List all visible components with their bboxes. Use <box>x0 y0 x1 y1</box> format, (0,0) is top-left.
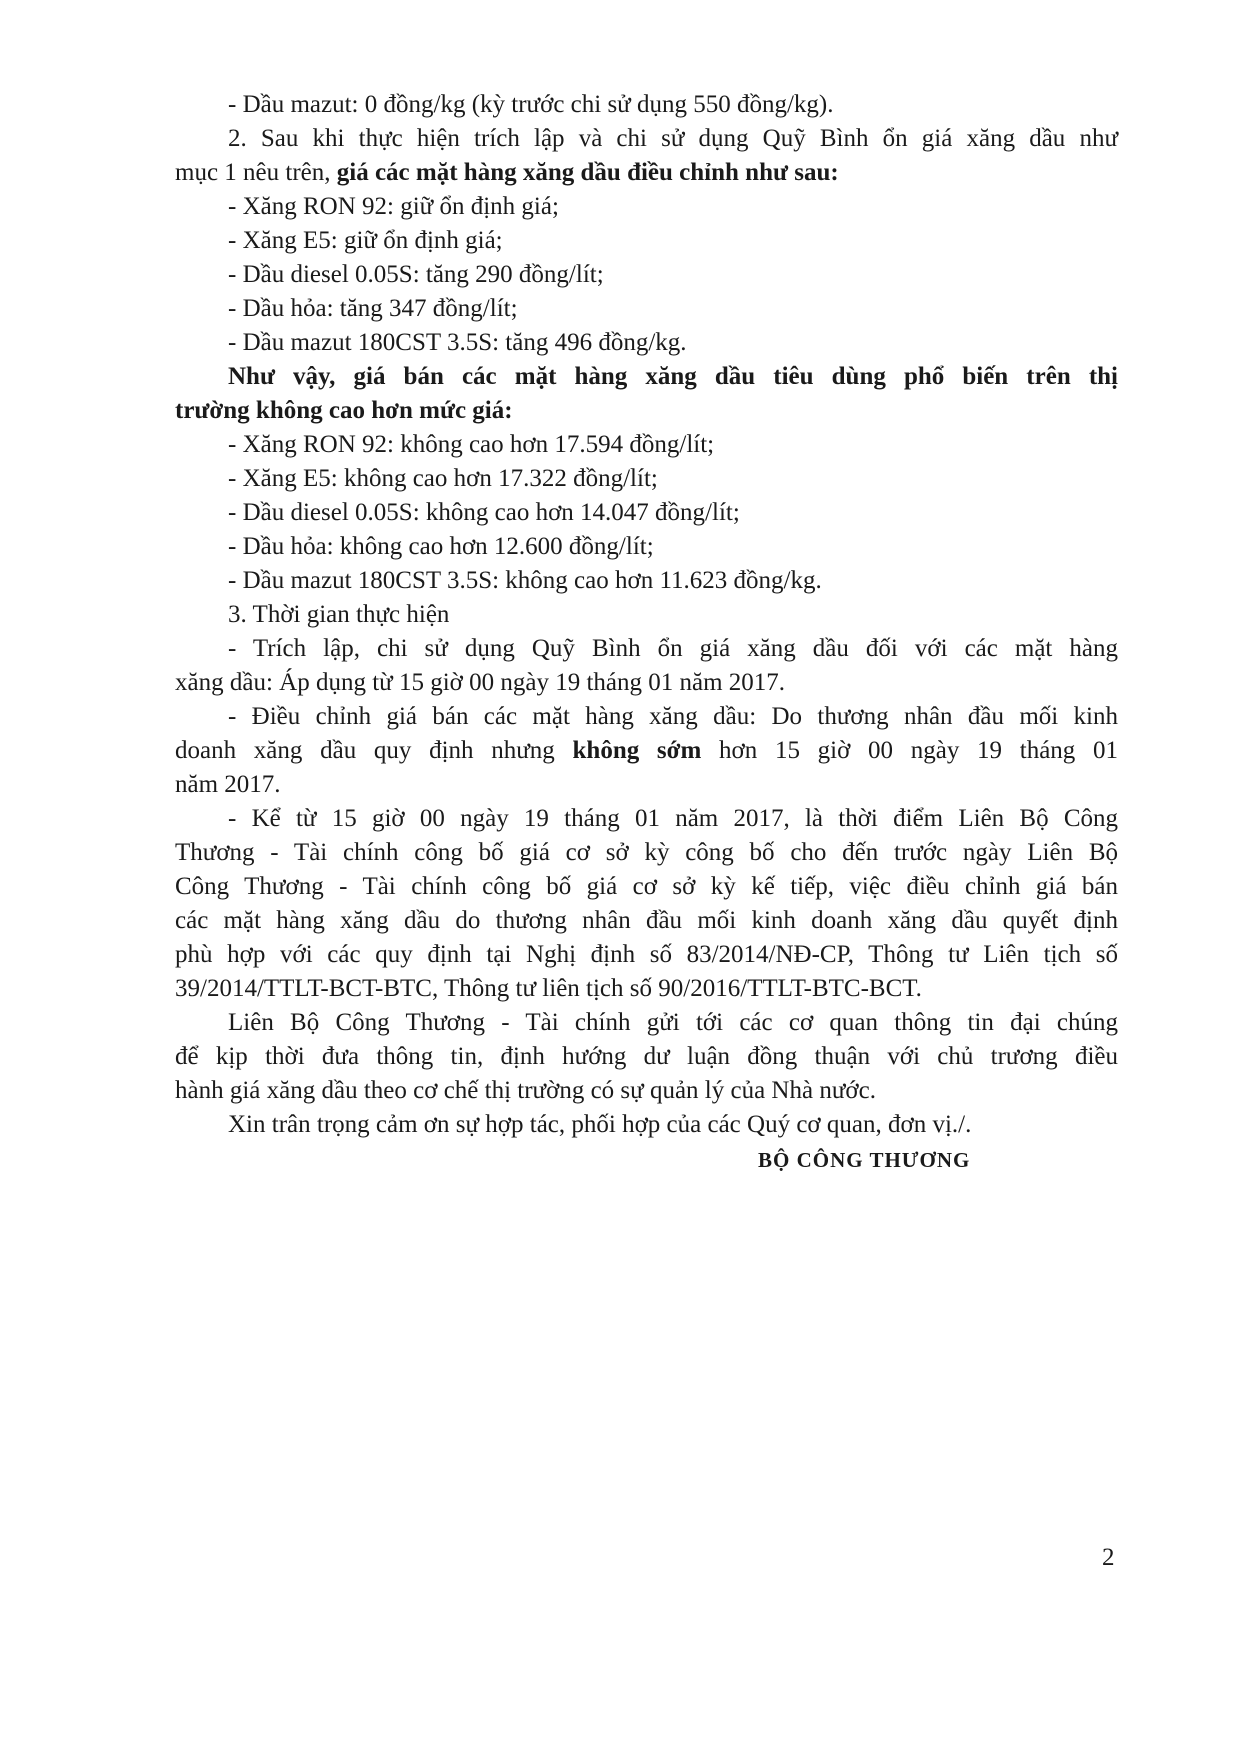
timing-price-bold: không sớm <box>572 737 702 764</box>
line-mazut-previous: - Dầu mazut: 0 đồng/kg (kỳ trước chi sử dụng 550 đồng/kg). <box>228 91 834 118</box>
signature-ministry: BỘ CÔNG THƯƠNG <box>758 1148 971 1172</box>
thanks-line: Xin trân trọng cảm ơn sự hợp tác, phối hợp của các Quý cơ quan, đơn vị./. <box>228 1111 972 1138</box>
price-mazut: - Dầu mazut 180CST 3.5S: không cao hơn 11.623 đồng/kg. <box>228 567 822 594</box>
closing-paragraph-3: hành giá xăng dầu theo cơ chế thị trường có sự quản lý của Nhà nước. <box>175 1077 876 1104</box>
line-section-2-continued <box>175 158 839 188</box>
line-section-2-start: 2. Sau khi thực hiện trích lập và chi sử dụng Quỹ Bình ổn giá xăng dầu như <box>228 125 1118 152</box>
timing-price-text-c: hơn 15 giờ 00 ngày 19 tháng 01 <box>701 737 1119 764</box>
summary-heading-end: trường không cao hơn mức giá: <box>175 397 513 424</box>
price-e5: - Xăng E5: không cao hơn 17.322 đồng/lít; <box>228 465 658 492</box>
period-paragraph-1: - Kể từ 15 giờ 00 ngày 19 tháng 01 năm 2017, là thời điểm Liên Bộ Công <box>228 805 1118 832</box>
period-paragraph-3: Công Thương - Tài chính công bố giá cơ sở kỳ kế tiếp, việc điều chỉnh giá bán <box>175 873 1118 900</box>
timing-price-end: năm 2017. <box>175 771 281 798</box>
period-paragraph-6: 39/2014/TTLT-BCT-BTC, Thông tư liên tịch số 90/2016/TTLT-BTC-BCT. <box>175 975 922 1002</box>
timing-price-middle <box>175 736 1118 766</box>
line-section-2-bold: giá các mặt hàng xăng dầu điều chỉnh như sau: <box>336 159 839 186</box>
closing-paragraph-1: Liên Bộ Công Thương - Tài chính gửi tới các cơ quan thông tin đại chúng <box>228 1009 1118 1036</box>
price-ron92: - Xăng RON 92: không cao hơn 17.594 đồng/lít; <box>228 431 715 458</box>
line-section-2-text: mục 1 nêu trên, <box>175 159 337 186</box>
page-number: 2 <box>1102 1544 1115 1571</box>
price-diesel: - Dầu diesel 0.05S: không cao hơn 14.047 đồng/lít; <box>228 499 740 526</box>
period-paragraph-5: phù hợp với các quy định tại Nghị định số 83/2014/NĐ-CP, Thông tư Liên tịch số <box>175 941 1118 968</box>
timing-price-start: - Điều chỉnh giá bán các mặt hàng xăng dầu: Do thương nhân đầu mối kinh <box>228 703 1118 730</box>
section-3-heading: 3. Thời gian thực hiện <box>228 601 450 628</box>
adjust-mazut: - Dầu mazut 180CST 3.5S: tăng 496 đồng/kg. <box>228 329 687 356</box>
period-paragraph-4: các mặt hàng xăng dầu do thương nhân đầu mối kinh doanh xăng dầu quyết định <box>175 907 1118 934</box>
closing-paragraph-2: để kịp thời đưa thông tin, định hướng dư luận đồng thuận với chủ trương điều <box>175 1043 1118 1070</box>
timing-price-text-a: doanh xăng dầu quy định nhưng <box>175 737 573 764</box>
adjust-ron92: - Xăng RON 92: giữ ổn định giá; <box>228 193 559 220</box>
summary-heading-start: Như vậy, giá bán các mặt hàng xăng dầu tiêu dùng phổ biến trên thị <box>228 363 1118 390</box>
adjust-kerosene: - Dầu hỏa: tăng 347 đồng/lít; <box>228 295 518 322</box>
period-paragraph-2: Thương - Tài chính công bố giá cơ sở kỳ công bố cho đến trước ngày Liên Bộ <box>175 839 1118 866</box>
price-kerosene: - Dầu hỏa: không cao hơn 12.600 đồng/lít; <box>228 533 654 560</box>
timing-fund-end: xăng dầu: Áp dụng từ 15 giờ 00 ngày 19 tháng 01 năm 2017. <box>175 669 786 696</box>
timing-fund-start: - Trích lập, chi sử dụng Quỹ Bình ổn giá xăng dầu đối với các mặt hàng <box>228 635 1118 662</box>
adjust-diesel: - Dầu diesel 0.05S: tăng 290 đồng/lít; <box>228 261 604 288</box>
adjust-e5: - Xăng E5: giữ ổn định giá; <box>228 227 503 254</box>
